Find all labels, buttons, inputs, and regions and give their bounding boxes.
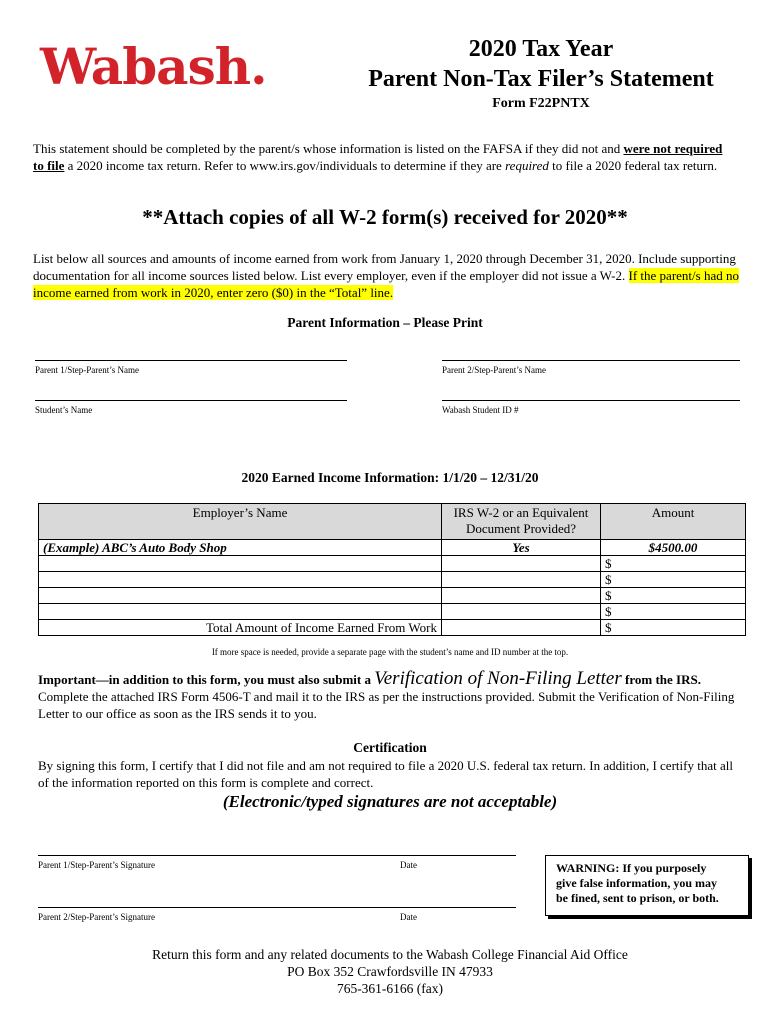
total-label: Total Amount of Income Earned From Work [39, 620, 442, 636]
more-space-note: If more space is needed, provide a separate page with the student’s name and ID number at the top. [211, 647, 569, 657]
employer-cell[interactable] [39, 604, 442, 620]
w2-column-header: IRS W-2 or an Equivalent Document Provided? [442, 504, 601, 540]
parent2-name-line[interactable] [442, 360, 740, 361]
footer-address: Return this form and any related documents to the Wabash College Financial Aid Office PO Box 352 Crawfordsville IN 47933 765-361-6166 (fax) [152, 947, 628, 996]
certification-heading: Certification [353, 740, 427, 755]
total-amount-cell[interactable]: $ [601, 620, 746, 636]
student-name-label: Student’s Name [35, 405, 93, 415]
example-amount: $4500.00 [601, 540, 746, 556]
intro-emphasis: were not required to file [33, 141, 723, 173]
example-employer: (Example) ABC’s Auto Body Shop [39, 540, 442, 556]
table-row [39, 588, 746, 604]
intro-required: required [505, 158, 549, 173]
parent2-name-label: Parent 2/Step-Parent’s Name [442, 365, 546, 375]
employer-cell[interactable] [39, 572, 442, 588]
table-row [39, 572, 746, 588]
form-title-year: 2020 Tax Year [468, 36, 614, 62]
list-instructions: List below all sources and amounts of income earned from work from January 1, 2020 through December 31, 2020. Include supporting documentation for all income sources listed below. List every employer, even if the employer did not issue a W-2. If the parent/s had no income earned from work in 2020, enter zero ($0) in the “Total” line. [33, 251, 739, 300]
form-number: Form F22PNTX [492, 96, 590, 111]
parent2-date-label: Date [400, 912, 417, 922]
zero-income-highlight: If the parent/s had no income earned from work in 2020, enter zero ($0) in the “Total” line. [33, 268, 739, 300]
example-row [39, 540, 746, 556]
parent2-signature-line[interactable] [38, 907, 516, 908]
total-row [39, 620, 746, 636]
amount-cell[interactable]: $ [601, 556, 746, 572]
wabash-logo: Wabash. [40, 37, 267, 96]
intro-paragraph: This statement should be completed by the parent/s whose information is listed on the FAFSA if they did not and were not required to file a 2020 income tax return. Refer to www.irs.gov/individuals to determine if they are required to file a 2020 federal tax return. [33, 141, 723, 173]
example-w2: Yes [442, 540, 601, 556]
parent1-name-label: Parent 1/Step-Parent’s Name [35, 365, 139, 375]
employer-column-header: Employer’s Name [39, 504, 442, 540]
parent-info-heading: Parent Information – Please Print [287, 315, 483, 330]
student-name-line[interactable] [35, 400, 347, 401]
form-title: Parent Non-Tax Filer’s Statement [368, 66, 714, 92]
important-paragraph: Important—in addition to this form, you must also submit a Verification of Non-Filing Letter from the IRS. Complete the attached IRS Form 4506-T and mail it to the IRS as per the instructions provided. Submit the Verification of Non-Filing Letter to our office as soon as the IRS sends it to you. [38, 668, 735, 721]
table-row [39, 556, 746, 572]
amount-cell[interactable]: $ [601, 604, 746, 620]
w2-cell[interactable] [442, 572, 601, 588]
amount-column-header: Amount [601, 504, 746, 540]
parent1-name-line[interactable] [35, 360, 347, 361]
attach-w2-heading: **Attach copies of all W-2 form(s) received for 2020** [142, 205, 628, 229]
w2-cell[interactable] [442, 604, 601, 620]
income-heading: 2020 Earned Income Information: 1/1/20 – 12/31/20 [241, 470, 539, 485]
total-w2-cell [442, 620, 601, 636]
table-row [39, 604, 746, 620]
parent2-signature-label: Parent 2/Step-Parent’s Signature [38, 912, 155, 922]
w2-cell[interactable] [442, 588, 601, 604]
student-id-line[interactable] [442, 400, 740, 401]
signature-note: (Electronic/typed signatures are not acceptable) [222, 792, 558, 811]
parent1-signature-line[interactable] [38, 855, 516, 856]
amount-cell[interactable]: $ [601, 572, 746, 588]
income-table [38, 503, 746, 636]
amount-cell[interactable]: $ [601, 588, 746, 604]
employer-cell[interactable] [39, 556, 442, 572]
parent1-signature-label: Parent 1/Step-Parent’s Signature [38, 860, 155, 870]
w2-cell[interactable] [442, 556, 601, 572]
employer-cell[interactable] [39, 588, 442, 604]
warning-box: WARNING: If you purposely give false information, you may be fined, sent to prison, or both. [545, 855, 749, 916]
verification-letter-name: Verification of Non-Filing Letter [374, 668, 622, 689]
parent1-date-label: Date [400, 860, 417, 870]
student-id-label: Wabash Student ID # [442, 405, 519, 415]
certification-text: By signing this form, I certify that I did not file and am not required to file a 2020 U.S. federal tax return. In addition, I certify that all of the information reported on this form is complete and correct. [38, 758, 733, 790]
